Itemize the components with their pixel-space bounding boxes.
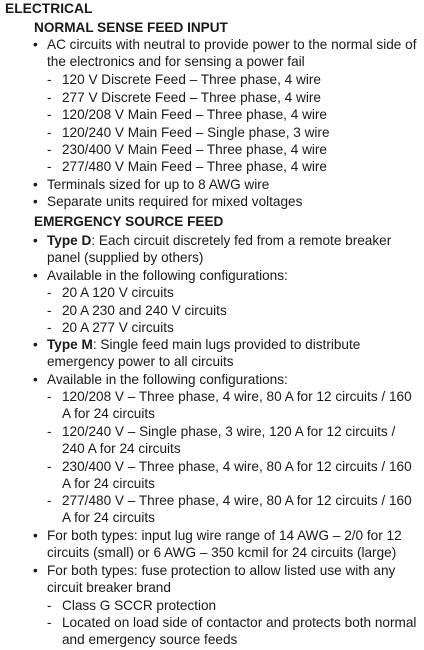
bullet-available-configs-1 [33,267,418,284]
dash-marker: - [47,107,52,122]
sub-item [47,388,417,423]
bullet-separate-units [33,193,418,210]
bullet-marker: • [33,268,38,283]
sub-item [47,141,417,158]
dash-marker: - [47,459,52,474]
type-m-text: : Single feed main lugs provided to distribute emergency power to all circuits [47,337,361,370]
bullet-ac-circuits [33,36,418,71]
dash-marker: - [47,598,52,613]
sub-item-text: Class G SCCR protection [62,598,217,613]
sub-item-text: 277/480 V Main Feed – Three phase, 4 wire [62,159,327,174]
bullet-type-d [33,232,418,267]
sub-item [47,124,417,141]
sub-item [47,319,417,336]
dash-marker: - [47,159,52,174]
sub-item [47,302,417,319]
dash-marker: - [47,90,52,105]
sub-item [47,158,417,175]
dash-marker: - [47,320,52,335]
bullet-text: For both types: input lug wire range of 14 AWG – 2/0 for 12 circuits (small) or 6 AWG – 350 kcmil for 24 circuits (large) [47,528,402,561]
type-d-label: Type D [47,233,92,248]
sub-item-text: 120/240 V Main Feed – Single phase, 3 wire [62,125,330,140]
sub-item [47,597,417,614]
dash-marker: - [47,72,52,87]
type-m-label: Type M [47,337,93,352]
sub-item [47,71,417,88]
bullet-marker: • [33,194,38,209]
bullet-text: Available in the following configurations: [47,372,288,387]
sub-item [47,458,417,493]
dash-marker: - [47,615,52,630]
sub-item-text: 120/208 V – Three phase, 4 wire, 80 A for 12 circuits / 160 A for 24 circuits [62,389,412,422]
sub-item-text: 20 A 120 V circuits [62,285,174,300]
type-d-text: : Each circuit discretely fed from a remote breaker panel (supplied by others) [47,233,392,266]
normal-feed-heading: NORMAL SENSE FEED INPUT [34,20,228,35]
bullet-marker: • [33,233,38,248]
sub-item [47,106,417,123]
dash-marker: - [47,389,52,404]
dash-marker: - [47,493,52,508]
bullet-terminals [33,176,418,193]
dash-marker: - [47,424,52,439]
bullet-marker: • [33,563,38,578]
sub-item-text: 20 A 230 and 240 V circuits [62,303,227,318]
bullet-available-configs-2 [33,371,418,388]
bullet-text: Terminals sized for up to 8 AWG wire [47,177,270,192]
bullet-marker: • [33,528,38,543]
sub-item [47,492,417,527]
bullet-text: Separate units required for mixed voltages [47,194,303,209]
sub-item [47,423,417,458]
bullet-text: Available in the following configurations: [47,268,288,283]
bullet-input-lug-range [33,527,418,562]
dash-marker: - [47,285,52,300]
sub-item-text: 20 A 277 V circuits [62,320,174,335]
bullet-marker: • [33,372,38,387]
dash-marker: - [47,303,52,318]
bullet-fuse-protection [33,562,418,597]
dash-marker: - [47,125,52,140]
sub-item-text: 120/208 V Main Feed – Three phase, 4 wire [62,107,327,122]
sub-item-text: 230/400 V – Three phase, 4 wire, 80 A for 12 circuits / 160 A for 24 circuits [62,459,412,492]
bullet-type-m [33,336,418,371]
sub-item [47,614,417,649]
sub-item-text: 120/240 V – Single phase, 3 wire, 120 A for 12 circuits / 240 A for 24 circuits [62,424,396,457]
sub-item-text: 120 V Discrete Feed – Three phase, 4 wire [62,72,321,87]
sub-item [47,89,417,106]
sub-item [47,284,417,301]
section-title: ELECTRICAL [5,1,93,16]
bullet-marker: • [33,37,38,52]
sub-item-text: Located on load side of contactor and protects both normal and emergency source feeds [62,615,417,648]
bullet-marker: • [33,177,38,192]
emergency-feed-heading: EMERGENCY SOURCE FEED [34,214,224,229]
sub-item-text: 230/400 V Main Feed – Three phase, 4 wire [62,142,327,157]
bullet-text: For both types: fuse protection to allow listed use with any circuit breaker brand [47,563,396,596]
sub-item-text: 277/480 V – Three phase, 4 wire, 80 A for 12 circuits / 160 A for 24 circuits [62,493,412,526]
bullet-marker: • [33,337,38,352]
dash-marker: - [47,142,52,157]
bullet-text: AC circuits with neutral to provide power to the normal side of the electronics and for sensing a power fail [47,37,417,70]
sub-item-text: 277 V Discrete Feed – Three phase, 4 wire [62,90,321,105]
